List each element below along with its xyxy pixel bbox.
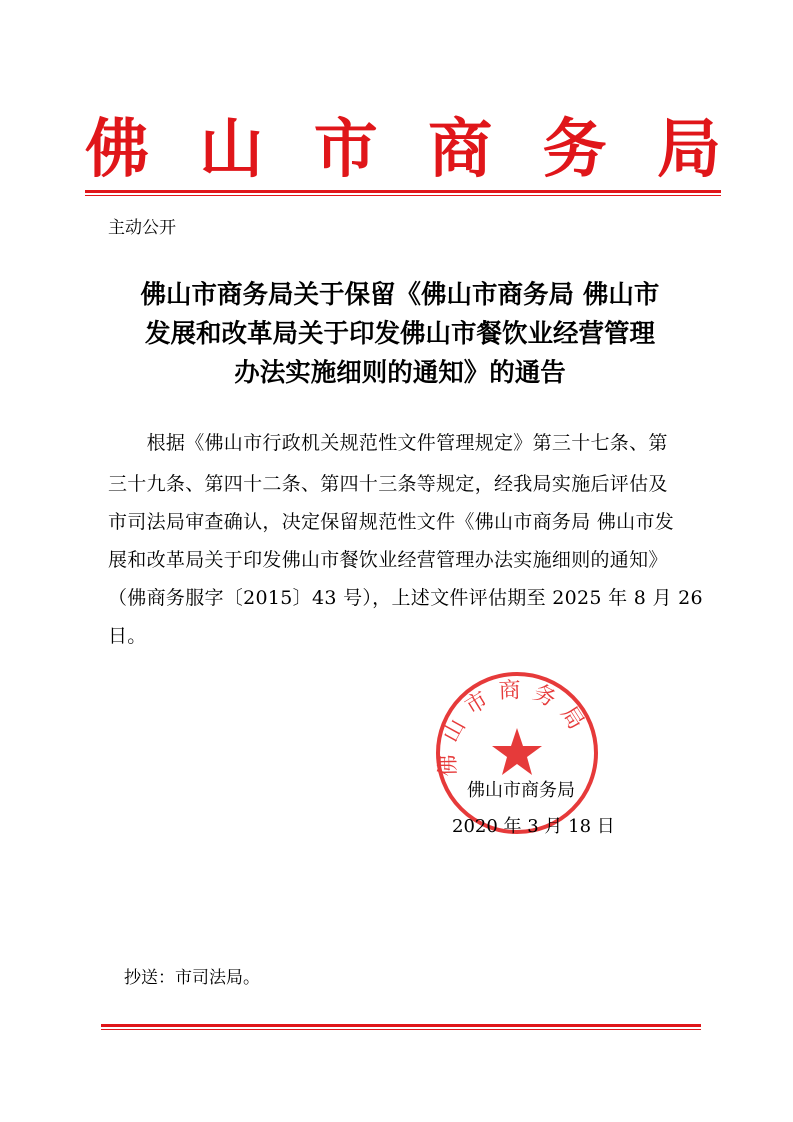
signature-date: 2020 年 3 月 18 日: [452, 816, 615, 837]
body-text-line: 三十九条、第四十二条、第四十三条等规定，经我局实施后评估及: [108, 473, 668, 495]
body-text-line: 市司法局审查确认，决定保留规范性文件《佛山市商务局 佛山市发: [108, 511, 675, 533]
svg-text:佛山市商务局: 佛山市商务局: [435, 677, 594, 777]
masthead-char: 市: [313, 112, 378, 187]
body-text-line: （佛商务服字〔2015〕43 号），上述文件评估期至 2025 年 8 月 26: [108, 587, 703, 609]
disclosure-label: 主动公开: [108, 218, 176, 238]
body-text-line: 根据《佛山市行政机关规范性文件管理规定》第三十七条、第: [108, 432, 668, 454]
footer-rule-thick: [101, 1024, 701, 1027]
footer-rule-thin: [101, 1029, 701, 1030]
masthead-char: 务: [542, 112, 607, 187]
signature-organization: 佛山市商务局: [467, 780, 575, 801]
carbon-copy-line: 抄送：市司法局。: [124, 968, 260, 988]
body-text-line: 日。: [108, 625, 147, 647]
masthead-rule-thin: [85, 195, 721, 196]
masthead-rule-thick: [85, 190, 721, 193]
masthead-char: 山: [199, 112, 264, 187]
masthead-char: 商: [428, 112, 493, 187]
body-text-line: 展和改革局关于印发佛山市餐饮业经营管理办法实施细则的通知》: [108, 549, 668, 571]
masthead-char: 局: [656, 112, 721, 187]
masthead-char: 佛: [85, 112, 149, 187]
document-title-line: 办法实施细则的通知》的通告: [234, 358, 566, 388]
document-title-line: 佛山市商务局关于保留《佛山市商务局 佛山市: [140, 280, 660, 310]
masthead-title: [85, 112, 721, 188]
document-title-line: 发展和改革局关于印发佛山市餐饮业经营管理: [144, 319, 655, 349]
